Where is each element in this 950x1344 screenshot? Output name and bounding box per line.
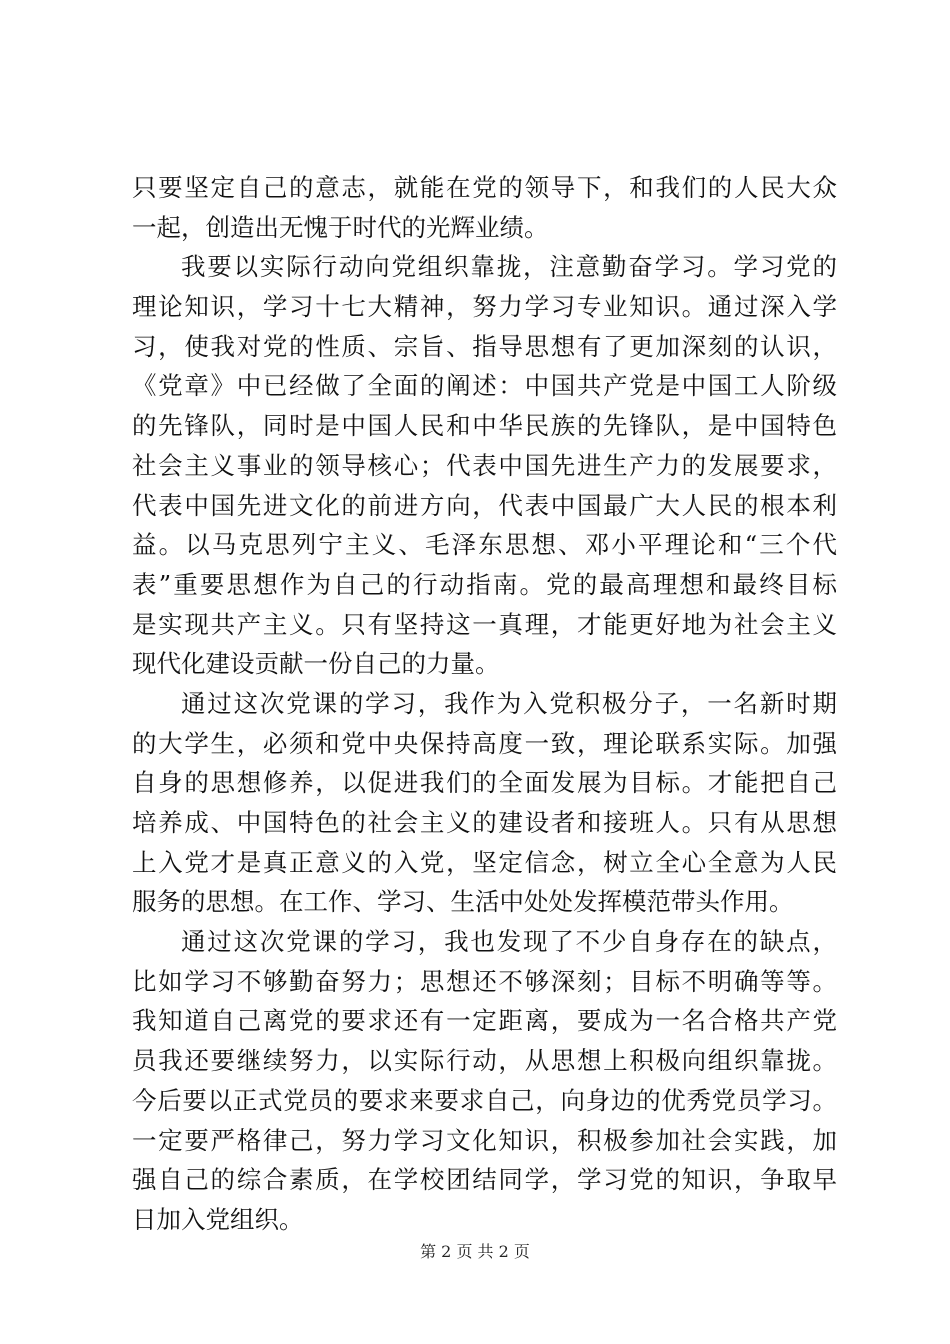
paragraph-first-line: 我要以实际行动向党组织靠拢，注意勤奋学习。学习党的 bbox=[181, 252, 837, 282]
text-line: 员我还要继续努力，以实际行动，从思想上积极向组织靠拢。 bbox=[132, 1046, 837, 1076]
paragraph-first-line: 通过这次党课的学习，我作为入党积极分子，一名新时期 bbox=[181, 688, 837, 718]
text-line: 服务的思想。在工作、学习、生活中处处发挥模范带头作用。 bbox=[132, 887, 794, 917]
text-line: 日加入党组织。 bbox=[132, 1204, 304, 1234]
text-line: 益。以马克思列宁主义、毛泽东思想、邓小平理论和“三个代 bbox=[132, 530, 837, 560]
text-line: 代表中国先进文化的前进方向，代表中国最广大人民的根本利 bbox=[132, 490, 837, 520]
page-number-footer: 第 2 页 共 2 页 bbox=[420, 1242, 530, 1261]
text-line: 习，使我对党的性质、宗旨、指导思想有了更加深刻的认识， bbox=[132, 331, 837, 361]
text-line: 只要坚定自己的意志，就能在党的领导下，和我们的人民大众 bbox=[132, 173, 837, 202]
paragraph-first-line: 通过这次党课的学习，我也发现了不少自身存在的缺点， bbox=[181, 927, 837, 957]
text-line: 一起，创造出无愧于时代的光辉业绩。 bbox=[132, 212, 549, 242]
text-line: 上入党才是真正意义的入党，坚定信念，树立全心全意为人民 bbox=[132, 847, 837, 877]
text-line: 我知道自己离党的要求还有一定距离，要成为一名合格共产党 bbox=[132, 1006, 837, 1036]
text-line: 的大学生，必须和党中央保持高度一致，理论联系实际。加强 bbox=[132, 728, 837, 758]
text-line: 社会主义事业的领导核心；代表中国先进生产力的发展要求， bbox=[132, 450, 837, 480]
text-line: 强自己的综合素质，在学校团结同学，学习党的知识，争取早 bbox=[132, 1165, 837, 1195]
text-line: 今后要以正式党员的要求来要求自己，向身边的优秀党员学习。 bbox=[132, 1085, 837, 1115]
text-line: 一定要严格律己，努力学习文化知识，积极参加社会实践，加 bbox=[132, 1125, 837, 1155]
text-line: 理论知识，学习十七大精神，努力学习专业知识。通过深入学 bbox=[132, 292, 837, 322]
text-line: 表”重要思想作为自己的行动指南。党的最高理想和最终目标 bbox=[132, 569, 837, 599]
text-line: 自身的思想修养，以促进我们的全面发展为目标。才能把自己 bbox=[132, 768, 837, 798]
text-line: 的先锋队，同时是中国人民和中华民族的先锋队，是中国特色 bbox=[132, 411, 837, 441]
text-line: 现代化建设贡献一份自己的力量。 bbox=[132, 649, 500, 679]
text-line: 是实现共产主义。只有坚持这一真理，才能更好地为社会主义 bbox=[132, 609, 837, 639]
text-line: 比如学习不够勤奋努力；思想还不够深刻；目标不明确等等。 bbox=[132, 966, 837, 996]
text-line: 培养成、中国特色的社会主义的建设者和接班人。只有从思想 bbox=[132, 808, 837, 837]
text-line: 《党章》中已经做了全面的阐述：中国共产党是中国工人阶级 bbox=[132, 371, 837, 401]
body-text bbox=[132, 168, 837, 1240]
